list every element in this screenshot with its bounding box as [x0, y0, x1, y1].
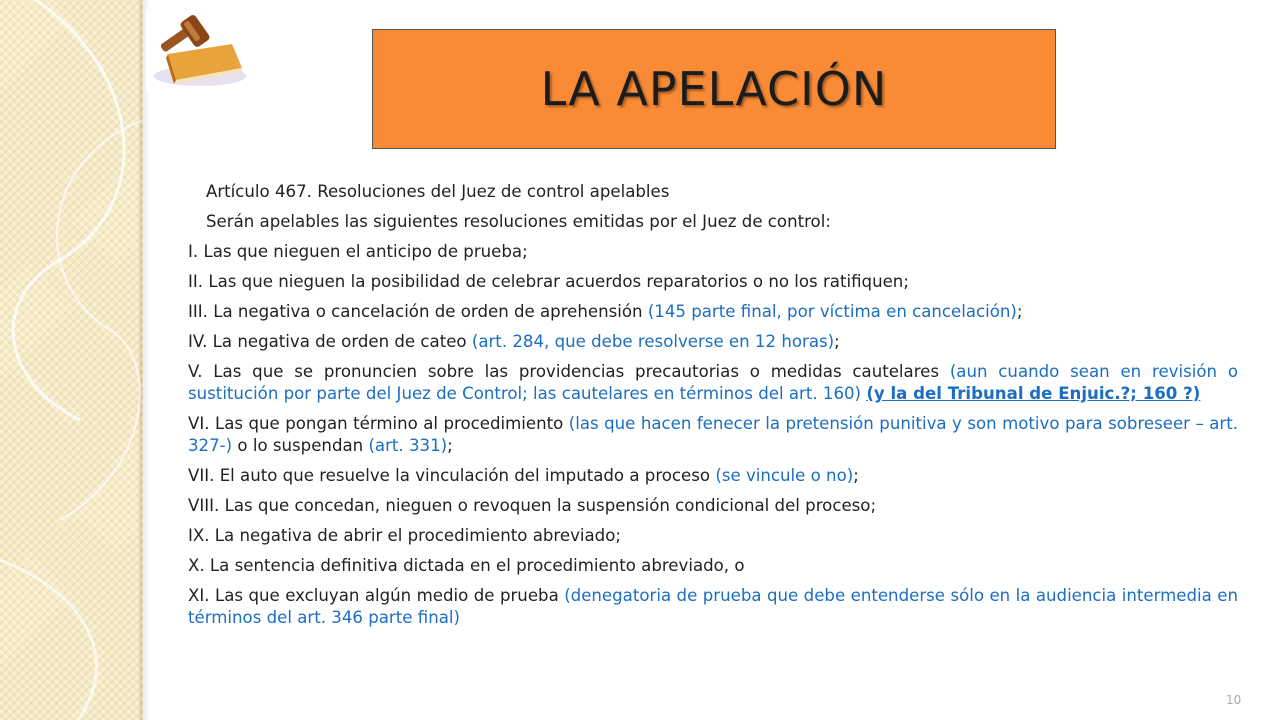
item-text: X. La sentencia definitiva dictada en el procedimiento abreviado, o: [188, 556, 745, 575]
slide-content: [188, 181, 1238, 637]
gavel-and-book-icon: [146, 10, 250, 92]
list-item-viii: [188, 495, 1238, 517]
list-item-iii: [188, 301, 1238, 323]
item-note: (denegatoria de prueba que debe entenderse sólo en la audiencia intermedia en términos del art. 346 parte final): [188, 586, 1238, 627]
item-text: II. Las que nieguen la posibilidad de celebrar acuerdos reparatorios o no los ratifiquen;: [188, 272, 909, 291]
item-text: IV. La negativa de orden de cateo: [188, 332, 472, 351]
item-end: ;: [853, 466, 859, 485]
item-text: VII. El auto que resuelve la vinculación del imputado a proceso: [188, 466, 716, 485]
list-item-ii: [188, 271, 1238, 293]
list-item-i: [188, 241, 1238, 263]
list-item-xi: [188, 585, 1238, 629]
slide-title: LA APELACIÓN: [540, 62, 888, 116]
list-item-vi: [188, 413, 1238, 457]
item-remark: (y la del Tribunal de Enjuic.?; 160 ?): [866, 384, 1201, 403]
item-end: ;: [834, 332, 840, 351]
item-note: (aun cuando sean en revisión o sustitución por parte del Juez de Control; las cautelares en términos del art. 160): [188, 362, 1238, 403]
item-mid: o lo suspendan: [232, 436, 369, 455]
item-note-2: (art. 331): [368, 436, 448, 455]
item-note: (las que hacen fenecer la pretensión punitiva y son motivo para sobreseer – art. 327-): [188, 414, 1238, 455]
list-item-v: [188, 361, 1238, 405]
decorative-swirl: [0, 0, 143, 720]
article-heading: Artículo 467. Resoluciones del Juez de control apelables: [206, 182, 670, 201]
item-text: VIII. Las que concedan, nieguen o revoquen la suspensión condicional del proceso;: [188, 496, 877, 515]
list-item-ix: [188, 525, 1238, 547]
title-box: [372, 29, 1056, 149]
item-text: III. La negativa o cancelación de orden de aprehensión: [188, 302, 648, 321]
item-end: ;: [447, 436, 453, 455]
side-band-shadow: [140, 0, 150, 720]
item-text: V. Las que se pronuncien sobre las providencias precautorias o medidas cautelares: [188, 362, 950, 381]
item-note: (art. 284, que debe resolverse en 12 horas): [471, 332, 835, 351]
item-text: I. Las que nieguen el anticipo de prueba;: [188, 242, 528, 261]
list-item-iv: [188, 331, 1238, 353]
item-note: (145 parte final, por víctima en cancelación): [647, 302, 1017, 321]
item-note: (se vincule o no): [715, 466, 854, 485]
item-end: ;: [1016, 302, 1023, 321]
list-item-vii: [188, 465, 1238, 487]
page-number: 10: [1226, 693, 1242, 707]
item-text: IX. La negativa de abrir el procedimiento abreviado;: [188, 526, 621, 545]
decorative-side-band: [0, 0, 143, 720]
item-text: VI. Las que pongan término al procedimiento: [188, 414, 569, 433]
article-intro: Serán apelables las siguientes resoluciones emitidas por el Juez de control:: [206, 212, 831, 231]
item-text: XI. Las que excluyan algún medio de prueba: [188, 586, 565, 605]
list-item-x: [188, 555, 1238, 577]
